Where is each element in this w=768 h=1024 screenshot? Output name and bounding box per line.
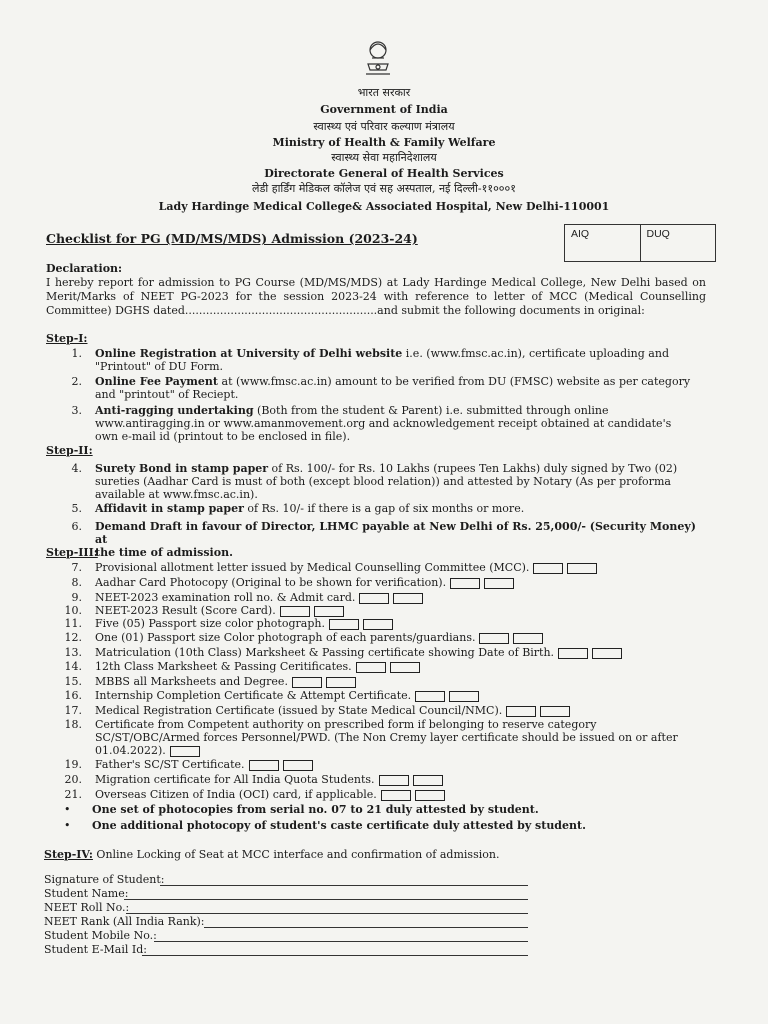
neet-roll-label: NEET Roll No.:: [44, 901, 130, 914]
item-number: 15.: [64, 675, 82, 688]
item-number: 5.: [71, 502, 82, 515]
item-continuation: "Printout" of DU Form.: [95, 360, 224, 373]
item-bold-text: Affidavit in stamp paper: [95, 502, 244, 515]
item-text: MBBS all Marksheets and Degree.: [95, 675, 288, 688]
item-number: 12.: [64, 631, 82, 644]
item-number: 20.: [64, 773, 82, 786]
checklist-item-17: [95, 704, 707, 717]
item-number: 6.: [71, 520, 82, 533]
step-4-heading: Step-IV:: [44, 848, 93, 861]
item-number: 14.: [64, 660, 82, 673]
checklist-item-3: [95, 404, 707, 443]
checkbox[interactable]: [379, 775, 409, 786]
item-number: 11.: [64, 617, 82, 630]
checkbox[interactable]: [363, 619, 393, 630]
item-number: 13.: [64, 646, 82, 659]
checklist-item-2: [95, 375, 707, 401]
item-text: Five (05) Passport size color photograph.: [95, 617, 325, 630]
item-continuation: and "printout" of Reciept.: [95, 388, 239, 401]
item-text: NEET-2023 examination roll no. & Admit card.: [95, 591, 356, 604]
neet-roll-line[interactable]: [126, 913, 528, 914]
ministry-hindi: स्वास्थ्य एवं परिवार कल्याण मंत्रालय: [313, 120, 455, 133]
item-number: 1.: [71, 347, 82, 360]
checkbox[interactable]: [449, 691, 479, 702]
step-3-heading: Step-III:: [46, 546, 98, 559]
checklist-item-5: [95, 502, 707, 515]
checkbox[interactable]: [326, 677, 356, 688]
checkbox[interactable]: [479, 633, 509, 644]
item-continuation: 01.04.2022).: [95, 744, 707, 757]
checkbox[interactable]: [292, 677, 322, 688]
college-hindi: लेडी हार्डिंग मेडिकल कॉलेज एवं सह अस्पताल, नई दिल्ली-११०००१: [252, 182, 516, 195]
checkbox[interactable]: [283, 760, 313, 771]
neet-rank-label: NEET Rank (All India Rank):: [44, 915, 205, 928]
item-bold-text: Online Registration at University of Delhi website: [95, 347, 403, 360]
checkbox[interactable]: [413, 775, 443, 786]
duq-cell[interactable]: DUQ: [646, 228, 670, 240]
item-bold-text: Online Fee Payment: [95, 375, 219, 388]
student-name-line[interactable]: [124, 899, 528, 900]
item-number: 8.: [71, 576, 82, 589]
checkbox[interactable]: [415, 790, 445, 801]
step-1-heading: Step-I:: [46, 332, 88, 345]
item-number: 18.: [64, 718, 82, 731]
item-text: Migration certificate for All India Quota Students.: [95, 773, 375, 786]
checklist-item-19: [95, 758, 707, 771]
checkbox[interactable]: [484, 578, 514, 589]
student-mobile-label: Student Mobile No.:: [44, 929, 157, 942]
checkbox[interactable]: [329, 619, 359, 630]
item-continuation: sureties (Aadhar Card is must of both (except blood relation)) and attested by Notary (As per proforma: [95, 475, 671, 488]
checklist-item-7: [95, 561, 707, 574]
checkbox[interactable]: [314, 606, 344, 617]
item-text: Provisional allotment letter issued by Medical Counselling Committee (MCC).: [95, 561, 530, 574]
checkbox[interactable]: [513, 633, 543, 644]
checkbox[interactable]: [390, 662, 420, 673]
item-number: 7.: [71, 561, 82, 574]
checklist-item-4: [95, 462, 707, 501]
student-name-label: Student Name:: [44, 887, 129, 900]
item-text: Aadhar Card Photocopy (Original to be shown for verification).: [95, 576, 447, 589]
item-number: 19.: [64, 758, 82, 771]
item-number: 16.: [64, 689, 82, 702]
checklist-title: Checklist for PG (MD/MS/MDS) Admission (2023-24): [46, 231, 418, 246]
student-mobile-line[interactable]: [154, 941, 528, 942]
item-text: NEET-2023 Result (Score Card).: [95, 604, 276, 617]
step-2-heading: Step-II:: [46, 444, 93, 457]
item-text: Certificate from Competent authority on prescribed form if belonging to reserve category: [95, 718, 597, 731]
item-text: Matriculation (10th Class) Marksheet & Passing certificate showing Date of Birth.: [95, 646, 555, 659]
item-continuation: own e-mail id (printout to be enclosed in file).: [95, 430, 351, 443]
step-4-text: Online Locking of Seat at MCC interface and confirmation of admission.: [96, 848, 500, 861]
item-bold-text: Surety Bond in stamp paper: [95, 462, 269, 475]
item-text: Medical Registration Certificate (issued by State Medical Council/NMC).: [95, 704, 503, 717]
checkbox[interactable]: [381, 790, 411, 801]
checkbox[interactable]: [540, 706, 570, 717]
item-number: 2.: [71, 375, 82, 388]
college-title: Lady Hardinge Medical College& Associated Hospital, New Delhi-110001: [158, 200, 610, 213]
signature-line[interactable]: [160, 885, 528, 886]
checkbox[interactable]: [359, 593, 389, 604]
checklist-item-18: [95, 718, 707, 757]
item-bold-text: Anti-ragging undertaking: [95, 404, 254, 417]
checklist-item-8: [95, 576, 707, 589]
dghs-hindi: स्वास्थ्य सेवा महानिदेशालय: [331, 151, 437, 164]
checkbox[interactable]: [393, 593, 423, 604]
step-4: [44, 848, 499, 862]
item-text: of Rs. 100/- for Rs. 10 Lakhs (rupees Ten Lakhs) duly signed by Two (02): [268, 462, 678, 475]
item-text: Internship Completion Certificate & Attempt Certificate.: [95, 689, 412, 702]
checkbox[interactable]: [249, 760, 279, 771]
checkbox[interactable]: [415, 691, 445, 702]
item-continuation: available at www.fmsc.ac.in).: [95, 488, 258, 501]
bullet-photocopies: One set of photocopies from serial no. 07 to 21 duly attested by student.: [92, 803, 539, 816]
checkbox[interactable]: [280, 606, 310, 617]
declaration-text: I hereby report for admission to PG Course (MD/MS/MDS) at Lady Hardinge Medical College, New Delhi based on Merit/Marks of NEET PG-2023 for the session 2023-24 with reference to letter of MCC (Medical Counselling Committee) DGHS dated.......................................................and submit the following documents in original:: [46, 276, 706, 317]
checkbox[interactable]: [356, 662, 386, 673]
ministry-title: Ministry of Health & Family Welfare: [272, 136, 496, 149]
checkbox[interactable]: [592, 648, 622, 659]
checkbox[interactable]: [567, 563, 597, 574]
checklist-item-14: [95, 660, 707, 673]
item-number: 21.: [64, 788, 82, 801]
checkbox[interactable]: [533, 563, 563, 574]
neet-rank-line[interactable]: [204, 927, 528, 928]
signature-label: Signature of Student:: [44, 873, 165, 886]
aiq-cell[interactable]: AIQ: [565, 225, 641, 261]
item-number: 9.: [71, 591, 82, 604]
checklist-item-11: [95, 617, 707, 630]
checklist-item-12: [95, 631, 707, 644]
checklist-item-10: [95, 604, 707, 617]
dghs-title: Directorate General of Health Services: [264, 167, 504, 180]
item-number: 17.: [64, 704, 82, 717]
student-email-label: Student E-Mail Id:: [44, 943, 147, 956]
checklist-item-1: [95, 347, 707, 373]
checklist-item-6: [95, 520, 707, 559]
item-text: 12th Class Marksheet & Passing Ceritificates.: [95, 660, 352, 673]
checkbox[interactable]: [506, 706, 536, 717]
quota-box: [564, 224, 716, 262]
item-continuation: www.antiragging.in or www.amanmovement.org and acknowledgement receipt obtained at candidate's: [95, 417, 672, 430]
student-email-line[interactable]: [142, 955, 528, 956]
checklist-item-9: [95, 591, 707, 604]
checklist-item-16: [95, 689, 707, 702]
item-text: Father's SC/ST Certificate.: [95, 758, 245, 771]
checkbox[interactable]: [450, 578, 480, 589]
item-text: (Both from the student & Parent) i.e. submitted through online: [253, 404, 609, 417]
item-number: 3.: [71, 404, 82, 417]
item-text: of Rs. 10/- if there is a gap of six months or more.: [243, 502, 525, 515]
item-bold-text: Demand Draft in favour of Director, LHMC payable at New Delhi of Rs. 25,000/- (Security Money) at: [95, 520, 696, 546]
checklist-item-15: [95, 675, 707, 688]
bharat-sarkar-text: भारत सरकार: [357, 86, 411, 99]
checkbox[interactable]: [170, 746, 200, 757]
bullet-caste-certificate: One additional photocopy of student's caste certificate duly attested by student.: [92, 819, 586, 832]
national-emblem-icon: [360, 34, 396, 78]
checklist-item-13: [95, 646, 707, 659]
declaration-heading: Declaration:: [46, 262, 123, 275]
checklist-item-20: [95, 773, 707, 786]
checklist-item-21: [95, 788, 707, 801]
item-continuation: SC/ST/OBC/Armed forces Personnel/PWD. (The Non Cremy layer certificate should be issued on or after: [95, 731, 678, 744]
item-text: at (www.fmsc.ac.in) amount to be verified from DU (FMSC) website as per category: [218, 375, 691, 388]
bullet-marker: •: [64, 819, 71, 832]
item-text: One (01) Passport size Color photograph of each parents/guardians.: [95, 631, 476, 644]
item-text: i.e. (www.fmsc.ac.in), certificate uploading and: [402, 347, 669, 360]
item-continuation: the time of admission.: [95, 546, 233, 559]
item-text: Overseas Citizen of India (OCI) card, if applicable.: [95, 788, 377, 801]
checkbox[interactable]: [558, 648, 588, 659]
item-number: 4.: [71, 462, 82, 475]
item-number: 10.: [64, 604, 82, 617]
government-title: Government of India: [320, 103, 448, 116]
bullet-marker: •: [64, 803, 71, 816]
